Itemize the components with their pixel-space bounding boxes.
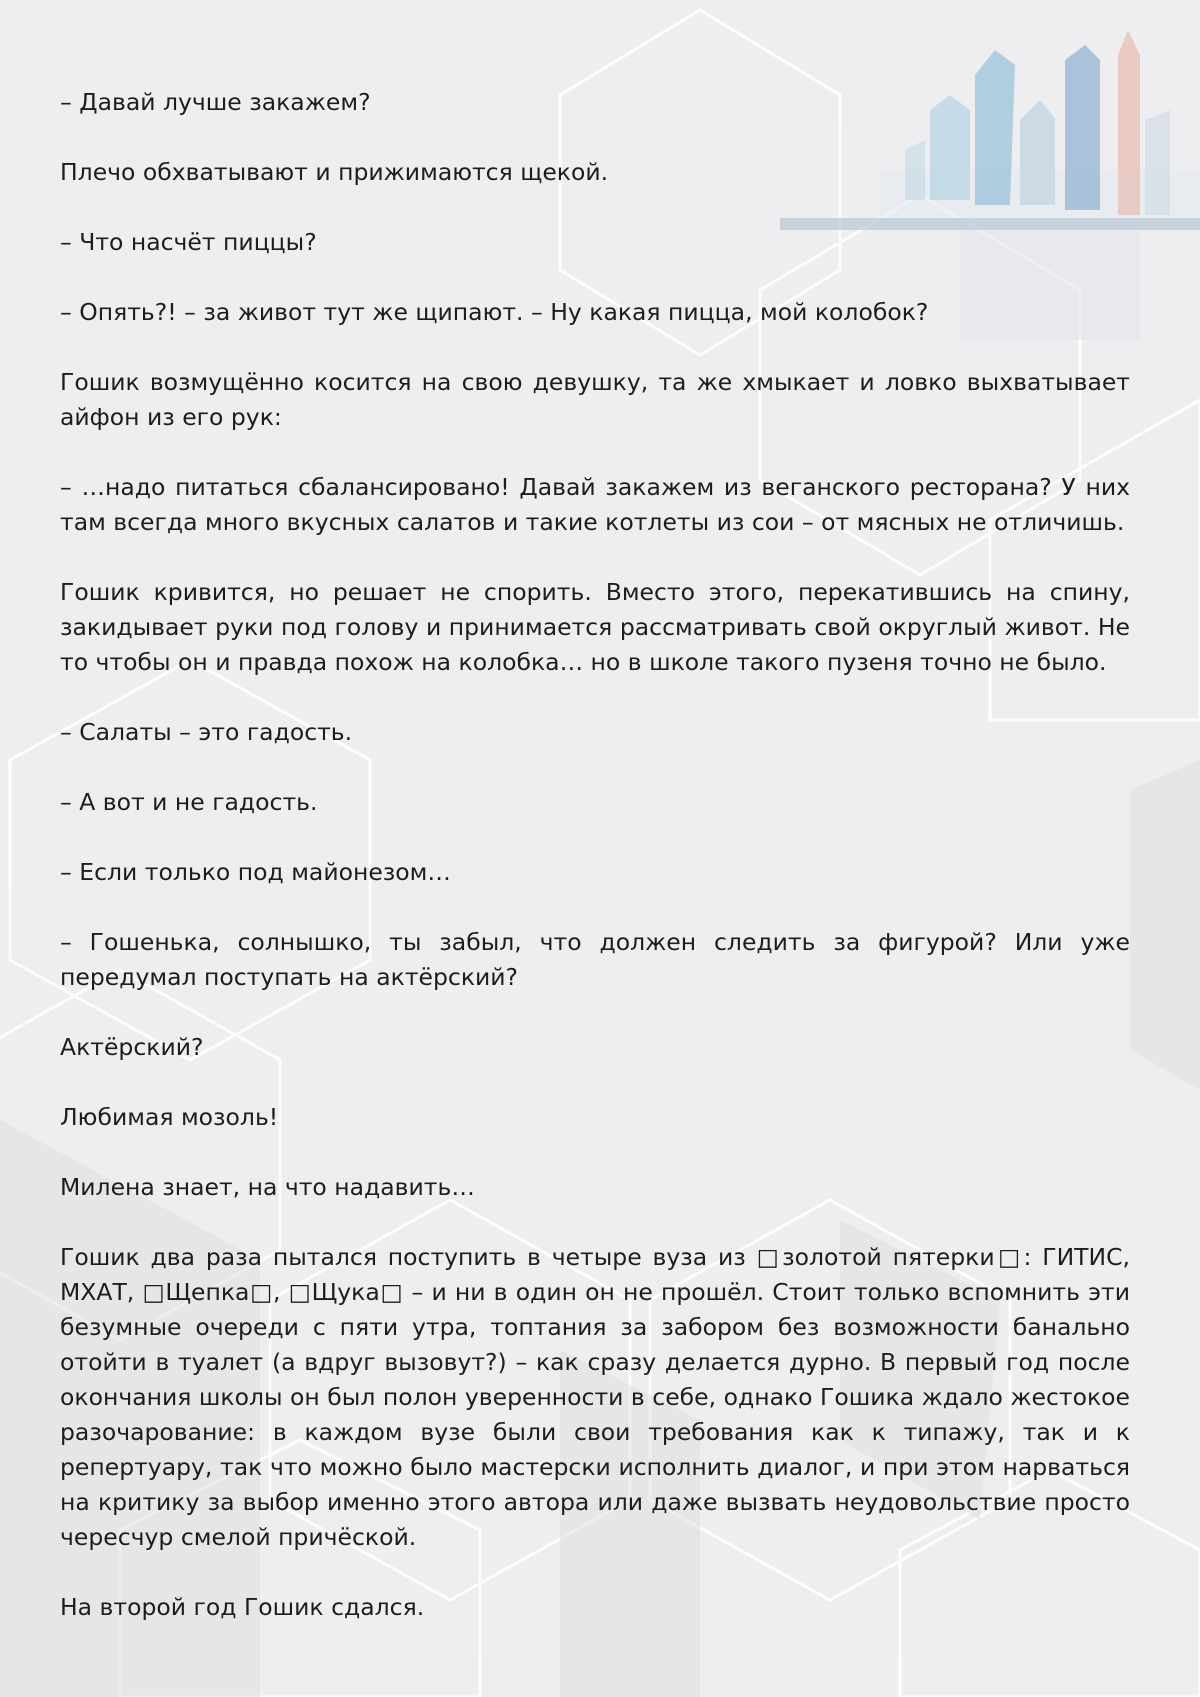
paragraph: Милена знает, на что надавить… — [60, 1173, 475, 1201]
paragraph: – Что насчёт пиццы? — [60, 228, 317, 256]
paragraph: – Салаты – это гадость. — [60, 718, 353, 746]
paragraph: Гошик два раза пытался поступить в четыре вуза из □золотой пятерки□: ГИТИС, МХАТ, □Щепка□, □Щука□ – и ни в один он не прошёл. Стоит только вспомнить эти безумные очереди с пяти утра, топтания за забором без возможности банально отойти в туалет (а вдруг вызовут?) – как сразу делается дурно. В первый год после окончания школы он был полон уверенности в себе, однако Гошика ждало жестокое разочарование: в каждом вузе были свои требования как к типажу, так и к репертуару, так что можно было мастерски исполнить диалог, и при этом нарваться на критику за выбор именно этого автора или даже вызвать неудовольствие просто чересчур смелой причёской. — [60, 1243, 1130, 1551]
paragraph: Любимая мозоль! — [60, 1103, 279, 1131]
paragraph: – А вот и не гадость. — [60, 788, 318, 816]
paragraph: Гошик кривится, но решает не спорить. Вместо этого, перекатившись на спину, закидывает руки под голову и принимается рассматривать свой округлый живот. Не то чтобы он и правда похож на колобка… но в школе такого пузеня точно не было. — [60, 578, 1130, 676]
paragraph: Гошик возмущённо косится на свою девушку, та же хмыкает и ловко выхватывает айфон из его рук: — [60, 368, 1130, 431]
paragraph: На второй год Гошик сдался. — [60, 1593, 425, 1621]
paragraph: – Гошенька, солнышко, ты забыл, что должен следить за фигурой? Или уже передумал поступать на актёрский? — [60, 928, 1130, 991]
paragraph: – Если только под майонезом… — [60, 858, 451, 886]
paragraph: Актёрский? — [60, 1033, 204, 1061]
paragraph: Плечо обхватывают и прижимаются щекой. — [60, 158, 609, 186]
paragraph: – Опять?! – за живот тут же щипают. – Ну какая пицца, мой колобок? — [60, 298, 929, 326]
document-body — [60, 85, 1130, 1625]
paragraph: – …надо питаться сбалансировано! Давай закажем из веганского ресторана? У них там всегда много вкусных салатов и такие котлеты из сои – от мясных не отличишь. — [60, 473, 1130, 536]
paragraph: – Давай лучше закажем? — [60, 88, 371, 116]
